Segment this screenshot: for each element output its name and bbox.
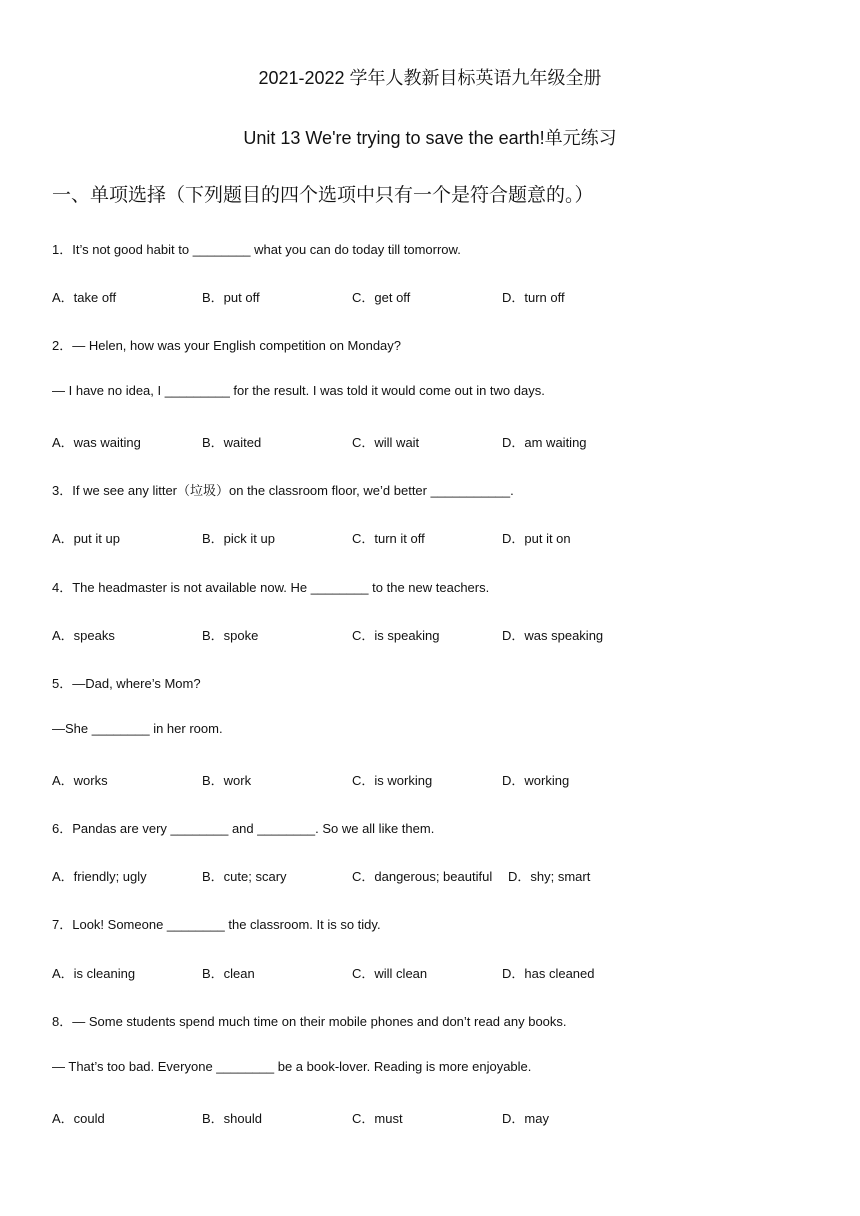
question-4-option-b[interactable]: B．spoke xyxy=(202,628,259,643)
question-4-text: 4．The headmaster is not available now. He ________ to the new teachers. xyxy=(52,580,490,595)
question-2-option-a[interactable]: A．was waiting xyxy=(52,435,141,450)
question-1-option-c[interactable]: C．get off xyxy=(352,290,411,305)
question-4-option-c[interactable]: C．is speaking xyxy=(352,628,440,643)
question-7-option-c[interactable]: C．will clean xyxy=(352,966,428,981)
question-6-text: 6．Pandas are very ________ and ________. So we all like them. xyxy=(52,821,435,836)
question-7-option-b[interactable]: B．clean xyxy=(202,966,255,981)
question-3-option-b[interactable]: B．pick it up xyxy=(202,531,275,546)
question-5-text: 5．—Dad, where’s Mom? xyxy=(52,676,201,691)
question-2-text-line-2: — I have no idea, I _________ for the result. I was told it would come out in two days. xyxy=(52,383,545,398)
question-6-option-a[interactable]: A．friendly; ugly xyxy=(52,869,147,884)
question-7-option-d[interactable]: D．has cleaned xyxy=(502,966,595,981)
question-8-text: 8．— Some students spend much time on their mobile phones and don’t read any books. xyxy=(52,1014,567,1029)
question-5-option-c[interactable]: C．is working xyxy=(352,773,433,788)
question-2-text: 2．— Helen, how was your English competition on Monday? xyxy=(52,338,402,353)
question-2-option-d[interactable]: D．am waiting xyxy=(502,435,587,450)
question-3-option-d[interactable]: D．put it on xyxy=(502,531,571,546)
question-1-text: 1．It’s not good habit to ________ what you can do today till tomorrow. xyxy=(52,242,461,257)
question-2-option-c[interactable]: C．will wait xyxy=(352,435,420,450)
question-8-text-line-2: — That’s too bad. Everyone ________ be a book-lover. Reading is more enjoyable. xyxy=(52,1059,532,1074)
question-2-option-b[interactable]: B．waited xyxy=(202,435,262,450)
question-7-option-a[interactable]: A．is cleaning xyxy=(52,966,136,981)
question-3-option-c[interactable]: C．turn it off xyxy=(352,531,425,546)
document-subtitle: Unit 13 We're trying to save the earth!单元练习 xyxy=(243,128,617,148)
question-1-option-b[interactable]: B．put off xyxy=(202,290,260,305)
question-8-option-d[interactable]: D．may xyxy=(502,1111,549,1126)
question-8-option-b[interactable]: B．should xyxy=(202,1111,262,1126)
question-6-option-c[interactable]: C．dangerous; beautiful xyxy=(352,869,493,884)
question-6-option-b[interactable]: B．cute; scary xyxy=(202,869,287,884)
question-3-option-a[interactable]: A．put it up xyxy=(52,531,120,546)
question-1-option-d[interactable]: D．turn off xyxy=(502,290,565,305)
question-5-text-line-2: —She ________ in her room. xyxy=(52,721,223,736)
question-7-text: 7．Look! Someone ________ the classroom. It is so tidy. xyxy=(52,917,381,932)
question-3-text: 3．If we see any litter（垃圾）on the classroom floor, we’d better ___________. xyxy=(52,483,514,498)
question-1-option-a[interactable]: A．take off xyxy=(52,290,117,305)
question-5-option-b[interactable]: B．work xyxy=(202,773,252,788)
document-title: 2021-2022 学年人教新目标英语九年级全册 xyxy=(258,68,602,88)
question-8-option-a[interactable]: A．could xyxy=(52,1111,105,1126)
question-8-option-c[interactable]: C．must xyxy=(352,1111,403,1126)
section-heading: 一、单项选择（下列题目的四个选项中只有一个是符合题意的。） xyxy=(52,185,594,206)
question-4-option-a[interactable]: A．speaks xyxy=(52,628,115,643)
question-4-option-d[interactable]: D．was speaking xyxy=(502,628,604,643)
question-5-option-a[interactable]: A．works xyxy=(52,773,108,788)
question-5-option-d[interactable]: D．working xyxy=(502,773,570,788)
question-6-option-d[interactable]: D．shy; smart xyxy=(508,869,591,884)
